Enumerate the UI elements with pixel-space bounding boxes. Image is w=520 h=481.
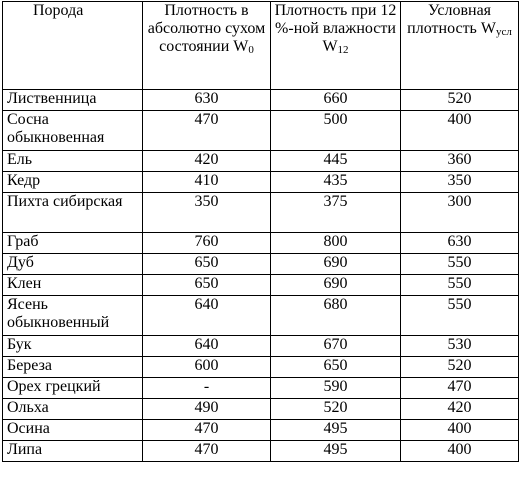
species-cell: Кедр (3, 172, 143, 193)
species-cell: Ясень обыкновенный (3, 296, 143, 336)
conditional-density-cell: 550 (401, 254, 519, 275)
species-cell: Пихта сибирская (3, 193, 143, 233)
dry-density-cell: 640 (143, 296, 271, 336)
table-row (3, 233, 519, 254)
conditional-density-cell: 550 (401, 275, 519, 296)
density-12-cell: 520 (271, 399, 401, 420)
header-dry-density: Плотность в абсолютно сухом состоянии W0 (143, 2, 271, 90)
table-row (3, 441, 519, 462)
header-species: Порода (3, 2, 143, 90)
species-cell: Бук (3, 336, 143, 357)
density-12-cell: 435 (271, 172, 401, 193)
conditional-density-cell: 520 (401, 90, 519, 111)
wood-density-table (2, 1, 519, 462)
conditional-density-cell: 300 (401, 193, 519, 233)
header-row (3, 2, 519, 90)
dry-density-cell: 650 (143, 254, 271, 275)
species-cell: Дуб (3, 254, 143, 275)
header-density-12: Плотность при 12 %-ной влажности W12 (271, 2, 401, 90)
dry-density-cell: - (143, 378, 271, 399)
species-cell: Береза (3, 357, 143, 378)
density-12-cell: 375 (271, 193, 401, 233)
table-row (3, 420, 519, 441)
table-row (3, 357, 519, 378)
dry-density-cell: 490 (143, 399, 271, 420)
conditional-density-cell: 360 (401, 151, 519, 172)
table-row (3, 90, 519, 111)
dry-density-cell: 760 (143, 233, 271, 254)
density-12-cell: 670 (271, 336, 401, 357)
conditional-density-cell: 400 (401, 420, 519, 441)
dry-density-cell: 640 (143, 336, 271, 357)
conditional-density-cell: 420 (401, 399, 519, 420)
dry-density-cell: 420 (143, 151, 271, 172)
table-row (3, 399, 519, 420)
table-row (3, 336, 519, 357)
species-cell: Ель (3, 151, 143, 172)
species-cell: Граб (3, 233, 143, 254)
species-cell: Орех грецкий (3, 378, 143, 399)
density-12-cell: 690 (271, 254, 401, 275)
conditional-density-cell: 400 (401, 441, 519, 462)
density-12-cell: 680 (271, 296, 401, 336)
conditional-density-cell: 520 (401, 357, 519, 378)
species-cell: Клен (3, 275, 143, 296)
dry-density-cell: 600 (143, 357, 271, 378)
species-cell: Лиственница (3, 90, 143, 111)
table-row (3, 111, 519, 151)
species-cell: Ольха (3, 399, 143, 420)
density-12-cell: 495 (271, 441, 401, 462)
density-12-cell: 500 (271, 111, 401, 151)
dry-density-cell: 470 (143, 420, 271, 441)
dry-density-cell: 410 (143, 172, 271, 193)
table-row (3, 378, 519, 399)
species-cell: Осина (3, 420, 143, 441)
density-12-cell: 495 (271, 420, 401, 441)
density-12-cell: 800 (271, 233, 401, 254)
conditional-density-cell: 550 (401, 296, 519, 336)
density-12-cell: 590 (271, 378, 401, 399)
dry-density-cell: 350 (143, 193, 271, 233)
density-12-cell: 690 (271, 275, 401, 296)
species-cell: Сосна обыкновенная (3, 111, 143, 151)
conditional-density-cell: 350 (401, 172, 519, 193)
table-row (3, 172, 519, 193)
density-12-cell: 660 (271, 90, 401, 111)
table-row (3, 151, 519, 172)
dry-density-cell: 650 (143, 275, 271, 296)
conditional-density-cell: 530 (401, 336, 519, 357)
dry-density-cell: 470 (143, 111, 271, 151)
conditional-density-cell: 630 (401, 233, 519, 254)
dry-density-cell: 470 (143, 441, 271, 462)
density-12-cell: 650 (271, 357, 401, 378)
header-conditional-density: Условная плотность Wусл (401, 2, 519, 90)
table-row (3, 296, 519, 336)
table-row (3, 193, 519, 233)
table-row (3, 275, 519, 296)
table-body (3, 90, 519, 462)
species-cell: Липа (3, 441, 143, 462)
density-12-cell: 445 (271, 151, 401, 172)
table-row (3, 254, 519, 275)
dry-density-cell: 630 (143, 90, 271, 111)
conditional-density-cell: 400 (401, 111, 519, 151)
conditional-density-cell: 470 (401, 378, 519, 399)
